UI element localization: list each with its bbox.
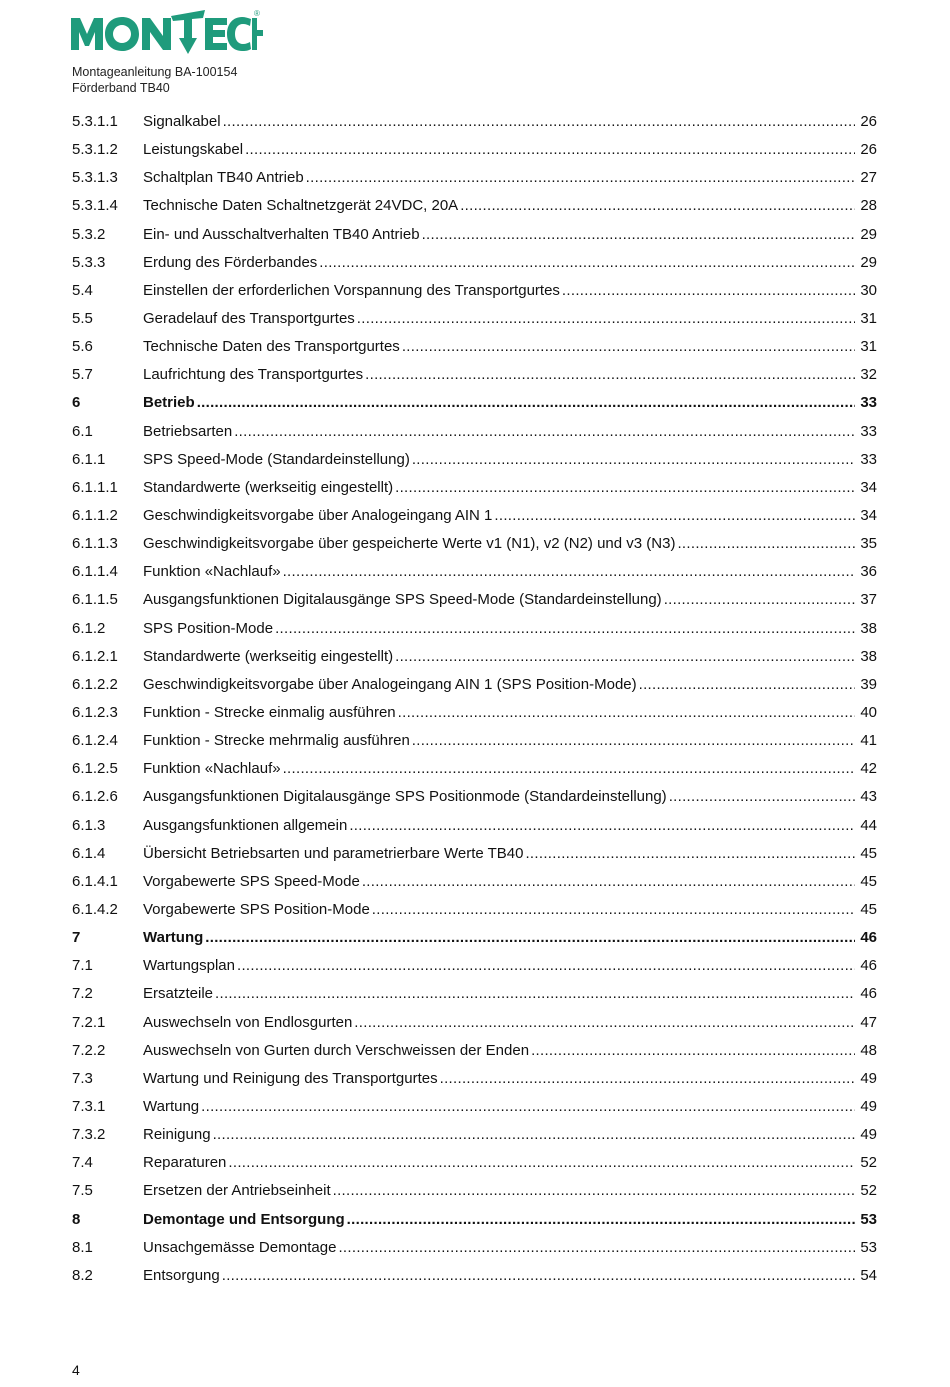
toc-section-number: 6.1.3 [72, 816, 106, 834]
toc-entry[interactable] [72, 418, 877, 446]
toc-section-number: 7.1 [72, 957, 93, 975]
toc-page-number: 45 [860, 844, 877, 862]
toc-dot-leader [677, 530, 855, 558]
toc-page-number: 34 [860, 478, 877, 496]
toc-entry[interactable] [72, 783, 877, 811]
toc-section-number: 6.1.2.2 [72, 675, 118, 693]
toc-dot-leader [525, 840, 855, 868]
toc-section-number: 5.6 [72, 338, 93, 356]
toc-section-title: Vorgabewerte SPS Speed-Mode [143, 872, 360, 890]
toc-dot-leader [215, 980, 855, 1008]
toc-dot-leader [223, 108, 855, 136]
toc-section-title: Demontage und Entsorgung [143, 1210, 345, 1228]
toc-section-title: SPS Position-Mode [143, 619, 274, 637]
toc-section-number: 6.1.2.5 [72, 760, 118, 778]
toc-section-title: Funktion - Strecke einmalig ausführen [143, 704, 396, 722]
toc-entry[interactable] [72, 671, 877, 699]
toc-section-title: Technische Daten Schaltnetzgerät 24VDC, 20A [143, 197, 459, 215]
toc-dot-leader [460, 192, 855, 220]
toc-section-title: Erdung des Förderbandes [143, 253, 318, 271]
toc-dot-leader [283, 558, 855, 586]
toc-section-number: 6.1.1.3 [72, 535, 118, 553]
registered-mark: ® [254, 9, 260, 18]
toc-dot-leader [333, 1177, 855, 1205]
toc-entry[interactable] [72, 952, 877, 980]
toc-entry[interactable] [72, 192, 877, 220]
toc-entry[interactable] [72, 530, 877, 558]
toc-dot-leader [338, 1234, 855, 1262]
toc-section-title: Einstellen der erforderlichen Vorspannung des Transportgurtes [143, 281, 560, 299]
toc-dot-leader [664, 586, 855, 614]
toc-section-number: 5.3.1.2 [72, 141, 118, 159]
toc-dot-leader [201, 1093, 855, 1121]
toc-section-title: Übersicht Betriebsarten und parametrierbare Werte TB40 [143, 844, 524, 862]
toc-dot-leader [412, 727, 855, 755]
toc-dot-leader [357, 305, 855, 333]
toc-dot-leader [213, 1121, 855, 1149]
toc-page-number: 45 [860, 901, 877, 918]
toc-page-number: 40 [860, 704, 877, 722]
toc-section-title: Funktion «Nachlauf» [143, 563, 281, 581]
toc-page-number: 37 [860, 591, 877, 609]
toc-section-title: Ausgangsfunktionen Digitalausgänge SPS Speed-Mode (Standardeinstellung) [143, 591, 662, 609]
toc-entry[interactable] [72, 1177, 877, 1205]
toc-section-number: 5.7 [72, 366, 93, 384]
montech-logo [71, 8, 263, 58]
toc-page-number: 29 [860, 225, 877, 243]
toc-section-number: 5.5 [72, 310, 93, 328]
toc-page-number: 45 [860, 872, 877, 890]
toc-section-title: Schaltplan TB40 Antrieb [143, 169, 304, 187]
toc-section-number: 6.1.2.1 [72, 647, 118, 665]
toc-dot-leader [402, 333, 855, 361]
toc-entry[interactable] [72, 896, 877, 924]
toc-dot-leader [319, 249, 855, 277]
toc-section-number: 7.2.2 [72, 1041, 106, 1059]
toc-section-title: Auswechseln von Gurten durch Verschweissen der Enden [143, 1041, 530, 1059]
toc-dot-leader [669, 783, 855, 811]
toc-entry[interactable] [72, 136, 877, 164]
toc-entry[interactable] [72, 389, 877, 417]
toc-entry[interactable] [72, 643, 877, 671]
toc-section-title: Geradelauf des Transportgurtes [143, 310, 355, 328]
toc-section-number: 5.4 [72, 281, 93, 299]
toc-dot-leader [531, 1037, 855, 1065]
toc-page-number: 30 [860, 281, 877, 299]
toc-section-number: 7.3.2 [72, 1126, 106, 1144]
toc-page-number: 32 [860, 366, 877, 384]
toc-entry[interactable] [72, 446, 877, 474]
toc-page-number: 49 [860, 1069, 877, 1087]
toc-dot-leader [362, 868, 855, 896]
toc-entry[interactable] [72, 333, 877, 361]
toc-section-number: 6.1.1.5 [72, 591, 118, 609]
toc-page-number: 47 [860, 1013, 877, 1031]
toc-page-number: 29 [860, 253, 877, 271]
toc-page-number: 27 [860, 169, 877, 187]
toc-section-number: 8.1 [72, 1238, 93, 1256]
toc-entry[interactable] [72, 1205, 877, 1233]
toc-section-number: 6.1.4.2 [72, 901, 118, 918]
toc-entry[interactable] [72, 586, 877, 614]
toc-section-number: 7.5 [72, 1182, 93, 1200]
toc-section-number: 5.3.1.4 [72, 197, 118, 215]
toc-dot-leader [365, 361, 855, 389]
toc-entry[interactable] [72, 1009, 877, 1037]
toc-page-number: 44 [860, 816, 877, 834]
page-number: 4 [72, 1362, 80, 1378]
toc-page-number: 28 [860, 197, 877, 215]
toc-entry[interactable] [72, 699, 877, 727]
toc-section-title: Technische Daten des Transportgurtes [143, 338, 400, 356]
toc-page-number: 31 [860, 338, 877, 356]
toc-section-title: Geschwindigkeitsvorgabe über Analogeingang AIN 1 (SPS Position-Mode) [143, 675, 637, 693]
toc-section-title: Reparaturen [143, 1154, 227, 1172]
toc-section-title: Wartungsplan [143, 957, 235, 975]
toc-page-number: 33 [860, 450, 877, 468]
toc-dot-leader [347, 1206, 855, 1234]
toc-section-number: 6.1.2.3 [72, 704, 118, 722]
toc-entry[interactable] [72, 1262, 877, 1290]
toc-dot-leader [306, 164, 855, 192]
toc-entry[interactable] [72, 361, 877, 389]
toc-section-number: 6.1.4 [72, 844, 106, 862]
toc-section-title: Ausgangsfunktionen allgemein [143, 816, 348, 834]
toc-entry[interactable] [72, 221, 877, 249]
toc-entry[interactable] [72, 840, 877, 868]
toc-dot-leader [639, 671, 855, 699]
toc-section-number: 6.1.1.4 [72, 563, 118, 581]
toc-entry[interactable] [72, 249, 877, 277]
table-of-contents [72, 108, 877, 1290]
toc-section-title: Unsachgemässe Demontage [143, 1238, 337, 1256]
toc-entry[interactable] [72, 502, 877, 530]
toc-dot-leader [395, 474, 855, 502]
toc-section-number: 6.1.2 [72, 619, 106, 637]
toc-page-number: 39 [860, 675, 877, 693]
toc-section-number: 7.3.1 [72, 1097, 106, 1115]
toc-entry[interactable] [72, 924, 877, 952]
toc-section-title: Betrieb [143, 394, 195, 412]
toc-dot-leader [228, 1149, 855, 1177]
toc-dot-leader [275, 615, 855, 643]
header-line-2: Förderband TB40 [72, 81, 170, 95]
toc-entry[interactable] [72, 1093, 877, 1121]
toc-section-title: SPS Speed-Mode (Standardeinstellung) [143, 450, 410, 468]
toc-dot-leader [354, 1009, 855, 1037]
toc-section-title: Wartung und Reinigung des Transportgurtes [143, 1069, 438, 1087]
toc-section-number: 6.1.4.1 [72, 872, 118, 890]
toc-section-title: Geschwindigkeitsvorgabe über gespeicherte Werte v1 (N1), v2 (N2) und v3 (N3) [143, 535, 676, 553]
toc-entry[interactable] [72, 164, 877, 192]
toc-section-number: 6.1.1.2 [72, 507, 118, 525]
toc-section-title: Funktion - Strecke mehrmalig ausführen [143, 732, 410, 750]
toc-entry[interactable] [72, 868, 877, 896]
toc-section-title: Wartung [143, 929, 204, 947]
toc-page-number: 46 [860, 929, 877, 947]
toc-dot-leader [398, 699, 855, 727]
toc-dot-leader [494, 502, 855, 530]
toc-dot-leader [412, 446, 855, 474]
toc-section-number: 7.4 [72, 1154, 93, 1172]
toc-section-number: 6.1.1 [72, 450, 106, 468]
toc-page-number: 42 [860, 760, 877, 778]
toc-entry[interactable] [72, 755, 877, 783]
toc-page-number: 52 [860, 1154, 877, 1172]
toc-section-title: Laufrichtung des Transportgurtes [143, 366, 364, 384]
toc-section-title: Wartung [143, 1097, 200, 1115]
toc-dot-leader [349, 812, 855, 840]
toc-dot-leader [234, 418, 855, 446]
toc-page-number: 53 [860, 1210, 877, 1228]
toc-entry[interactable] [72, 474, 877, 502]
toc-section-title: Betriebsarten [143, 422, 233, 440]
toc-section-number: 7 [72, 929, 81, 947]
toc-page-number: 33 [860, 422, 877, 440]
toc-page-number: 38 [860, 619, 877, 637]
toc-dot-leader [562, 277, 855, 305]
toc-section-number: 8 [72, 1210, 81, 1228]
toc-page-number: 54 [860, 1266, 877, 1284]
toc-page-number: 33 [860, 394, 877, 412]
toc-section-number: 6.1 [72, 422, 93, 440]
toc-dot-leader [245, 136, 855, 164]
toc-section-title: Leistungskabel [143, 141, 244, 159]
toc-entry[interactable] [72, 108, 877, 136]
toc-section-title: Ersetzen der Antriebseinheit [143, 1182, 331, 1200]
toc-page-number: 38 [860, 647, 877, 665]
toc-page-number: 49 [860, 1097, 877, 1115]
toc-dot-leader [422, 221, 855, 249]
toc-dot-leader [197, 389, 855, 417]
toc-page-number: 36 [860, 563, 877, 581]
toc-section-number: 5.3.1.1 [72, 113, 118, 131]
toc-section-title: Reinigung [143, 1126, 211, 1144]
toc-page-number: 48 [860, 1041, 877, 1059]
toc-dot-leader [222, 1262, 855, 1290]
toc-section-title: Vorgabewerte SPS Position-Mode [143, 901, 370, 918]
toc-page-number: 43 [860, 788, 877, 806]
toc-section-title: Entsorgung [143, 1266, 220, 1284]
toc-section-number: 5.3.3 [72, 253, 106, 271]
toc-section-title: Ein- und Ausschaltverhalten TB40 Antrieb [143, 225, 420, 243]
toc-section-number: 7.2.1 [72, 1013, 106, 1031]
toc-entry[interactable] [72, 1149, 877, 1177]
toc-entry[interactable] [72, 558, 877, 586]
toc-page-number: 46 [860, 957, 877, 975]
toc-section-number: 6.1.2.6 [72, 788, 118, 806]
toc-section-title: Signalkabel [143, 113, 221, 131]
toc-entry[interactable] [72, 277, 877, 305]
toc-section-title: Geschwindigkeitsvorgabe über Analogeingang AIN 1 [143, 507, 493, 525]
toc-section-title: Ersatzteile [143, 985, 214, 1003]
toc-dot-leader [205, 924, 855, 952]
toc-entry[interactable] [72, 1065, 877, 1093]
toc-page-number: 41 [860, 732, 877, 750]
toc-page-number: 26 [860, 113, 877, 131]
toc-section-number: 8.2 [72, 1266, 93, 1284]
toc-page-number: 53 [860, 1238, 877, 1256]
toc-entry[interactable] [72, 1037, 877, 1065]
toc-entry[interactable] [72, 727, 877, 755]
toc-dot-leader [440, 1065, 855, 1093]
toc-section-number: 7.3 [72, 1069, 93, 1087]
toc-dot-leader [237, 952, 855, 980]
toc-section-title: Standardwerte (werkseitig eingestellt) [143, 647, 394, 665]
toc-section-number: 5.3.1.3 [72, 169, 118, 187]
toc-section-number: 6.1.1.1 [72, 478, 118, 496]
toc-entry[interactable] [72, 812, 877, 840]
toc-page-number: 31 [860, 310, 877, 328]
toc-section-number: 6.1.2.4 [72, 732, 118, 750]
toc-entry[interactable] [72, 305, 877, 333]
toc-page-number: 52 [860, 1182, 877, 1200]
toc-entry[interactable] [72, 980, 877, 1008]
document-header [72, 64, 237, 96]
toc-entry[interactable] [72, 1121, 877, 1149]
toc-section-title: Funktion «Nachlauf» [143, 760, 281, 778]
toc-section-title: Auswechseln von Endlosgurten [143, 1013, 353, 1031]
toc-page-number: 26 [860, 141, 877, 159]
toc-page-number: 34 [860, 507, 877, 525]
toc-section-number: 6 [72, 394, 81, 412]
toc-page-number: 46 [860, 985, 877, 1003]
toc-section-number: 7.2 [72, 985, 93, 1003]
toc-entry[interactable] [72, 1234, 877, 1262]
toc-dot-leader [395, 643, 855, 671]
header-line-1: Montageanleitung BA-100154 [72, 65, 238, 79]
toc-page-number: 49 [860, 1126, 877, 1144]
toc-dot-leader [283, 755, 855, 783]
toc-section-title: Ausgangsfunktionen Digitalausgänge SPS Positionmode (Standardeinstellung) [143, 788, 667, 806]
toc-page-number: 35 [860, 535, 877, 553]
toc-section-number: 5.3.2 [72, 225, 106, 243]
toc-entry[interactable] [72, 615, 877, 643]
toc-section-title: Standardwerte (werkseitig eingestellt) [143, 478, 394, 496]
toc-dot-leader [372, 896, 855, 924]
